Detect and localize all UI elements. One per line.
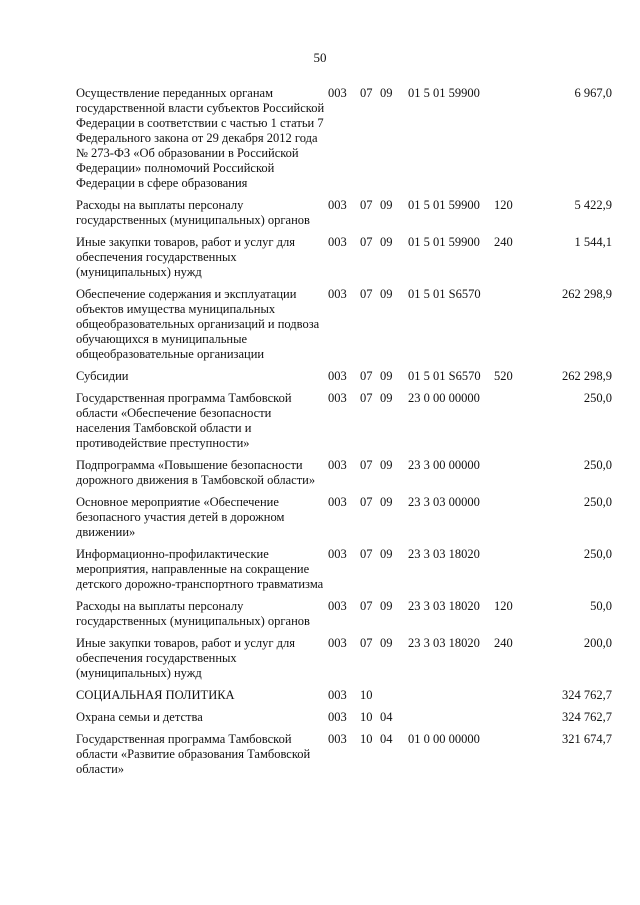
row-target-article: 23 3 03 18020 bbox=[408, 547, 480, 561]
row-subsection-code: 09 bbox=[380, 198, 393, 212]
row-ved-code: 003 bbox=[328, 636, 347, 650]
row-section-code: 10 bbox=[360, 732, 373, 746]
row-expense-type: 120 bbox=[494, 198, 513, 212]
row-section-code: 07 bbox=[360, 235, 373, 249]
row-subsection-code: 09 bbox=[380, 547, 393, 561]
row-expense-type: 120 bbox=[494, 599, 513, 613]
row-name: Осуществление переданных органам государственной власти субъектов Российской Федерации в соответствии с частью 1 статьи 7 Федерального закона от 29 декабря 2012 года № 273-ФЗ «Об образовании в Российской Федерации» полномочий Российской Федерации в сфере образования bbox=[76, 86, 325, 190]
row-target-article bbox=[408, 710, 494, 732]
table-row bbox=[76, 369, 612, 391]
row-ved-code: 003 bbox=[328, 495, 347, 509]
row-section-code: 10 bbox=[360, 688, 373, 702]
row-amount: 250,0 bbox=[583, 495, 612, 509]
row-subsection-code: 09 bbox=[380, 86, 393, 100]
row-name: Информационно-профилактические мероприятия, направленные на сокращение детского дорожно-транспортного травматизма bbox=[76, 547, 324, 591]
row-name: Государственная программа Тамбовской области «Развитие образования Тамбовской области» bbox=[76, 732, 311, 776]
row-name: Иные закупки товаров, работ и услуг для обеспечения государственных (муниципальных) нужд bbox=[76, 235, 296, 279]
row-ved-code: 003 bbox=[328, 235, 347, 249]
row-target-article: 01 5 01 59900 bbox=[408, 86, 480, 100]
row-section-code: 07 bbox=[360, 391, 373, 405]
row-amount: 324 762,7 bbox=[562, 710, 612, 724]
table-row bbox=[76, 458, 612, 495]
row-expense-type bbox=[494, 287, 528, 369]
row-name: Субсидии bbox=[76, 369, 129, 383]
row-ved-code: 003 bbox=[328, 732, 347, 746]
row-target-article: 23 3 03 18020 bbox=[408, 636, 480, 650]
row-name: Государственная программа Тамбовской области «Обеспечение безопасности населения Тамбовской области и противодействие преступности» bbox=[76, 391, 292, 450]
row-expense-type: 520 bbox=[494, 369, 513, 383]
row-name: СОЦИАЛЬНАЯ ПОЛИТИКА bbox=[76, 688, 235, 702]
row-expense-type bbox=[494, 732, 528, 784]
row-ved-code: 003 bbox=[328, 86, 347, 100]
budget-table bbox=[76, 86, 612, 784]
budget-table-body bbox=[76, 86, 612, 784]
row-expense-type: 240 bbox=[494, 636, 513, 650]
row-name: Расходы на выплаты персоналу государственных (муниципальных) органов bbox=[76, 599, 310, 628]
row-subsection-code: 09 bbox=[380, 391, 393, 405]
row-ved-code: 003 bbox=[328, 391, 347, 405]
row-ved-code: 003 bbox=[328, 599, 347, 613]
row-expense-type: 240 bbox=[494, 235, 513, 249]
row-amount: 200,0 bbox=[583, 636, 612, 650]
row-name: Иные закупки товаров, работ и услуг для обеспечения государственных (муниципальных) нужд bbox=[76, 636, 296, 680]
row-section-code: 07 bbox=[360, 287, 373, 301]
table-row bbox=[76, 235, 612, 287]
row-expense-type bbox=[494, 495, 528, 547]
row-amount: 250,0 bbox=[583, 458, 612, 472]
row-name: Основное мероприятие «Обеспечение безопасного участия детей в дорожном движении» bbox=[76, 495, 285, 539]
row-section-code: 07 bbox=[360, 369, 373, 383]
row-target-article: 01 5 01 59900 bbox=[408, 198, 480, 212]
table-row bbox=[76, 86, 612, 198]
table-row bbox=[76, 636, 612, 688]
table-row bbox=[76, 599, 612, 636]
row-expense-type bbox=[494, 688, 528, 710]
table-row bbox=[76, 710, 612, 732]
row-subsection-code: 09 bbox=[380, 495, 393, 509]
row-amount: 324 762,7 bbox=[562, 688, 612, 702]
row-name: Обеспечение содержания и эксплуатации объектов имущества муниципальных общеобразовательных организаций и подвоза обучающихся в муниципальные общеобразовательные организации bbox=[76, 287, 320, 361]
row-target-article: 01 5 01 S6570 bbox=[408, 287, 481, 301]
row-section-code: 07 bbox=[360, 86, 373, 100]
row-subsection-code: 09 bbox=[380, 636, 393, 650]
row-ved-code: 003 bbox=[328, 287, 347, 301]
row-ved-code: 003 bbox=[328, 369, 347, 383]
row-expense-type bbox=[494, 458, 528, 495]
row-amount: 1 544,1 bbox=[574, 235, 612, 249]
row-target-article: 23 3 00 00000 bbox=[408, 458, 480, 472]
row-target-article: 01 5 01 S6570 bbox=[408, 369, 481, 383]
row-subsection-code: 04 bbox=[380, 732, 393, 746]
row-ved-code: 003 bbox=[328, 458, 347, 472]
row-expense-type bbox=[494, 547, 528, 599]
row-subsection-code: 09 bbox=[380, 235, 393, 249]
row-amount: 6 967,0 bbox=[574, 86, 612, 100]
row-subsection-code bbox=[380, 688, 408, 710]
row-expense-type bbox=[494, 86, 528, 198]
row-subsection-code: 09 bbox=[380, 369, 393, 383]
table-row bbox=[76, 198, 612, 235]
row-section-code: 07 bbox=[360, 198, 373, 212]
row-amount: 262 298,9 bbox=[562, 369, 612, 383]
row-section-code: 07 bbox=[360, 458, 373, 472]
row-expense-type bbox=[494, 391, 528, 458]
row-name: Расходы на выплаты персоналу государственных (муниципальных) органов bbox=[76, 198, 310, 227]
row-section-code: 07 bbox=[360, 636, 373, 650]
row-name: Охрана семьи и детства bbox=[76, 710, 203, 724]
row-name: Подпрограмма «Повышение безопасности дорожного движения в Тамбовской области» bbox=[76, 458, 316, 487]
row-subsection-code: 09 bbox=[380, 287, 393, 301]
row-section-code: 07 bbox=[360, 599, 373, 613]
row-amount: 321 674,7 bbox=[562, 732, 612, 746]
row-section-code: 07 bbox=[360, 495, 373, 509]
table-row bbox=[76, 287, 612, 369]
row-subsection-code: 09 bbox=[380, 599, 393, 613]
row-target-article: 23 0 00 00000 bbox=[408, 391, 480, 405]
row-amount: 250,0 bbox=[583, 547, 612, 561]
row-ved-code: 003 bbox=[328, 547, 347, 561]
table-row bbox=[76, 547, 612, 599]
row-subsection-code: 04 bbox=[380, 710, 393, 724]
row-amount: 5 422,9 bbox=[574, 198, 612, 212]
page-number: 50 bbox=[313, 50, 327, 65]
row-ved-code: 003 bbox=[328, 688, 347, 702]
row-section-code: 07 bbox=[360, 547, 373, 561]
table-row bbox=[76, 688, 612, 710]
table-row bbox=[76, 495, 612, 547]
row-target-article: 23 3 03 00000 bbox=[408, 495, 480, 509]
row-target-article bbox=[408, 688, 494, 710]
row-target-article: 01 5 01 59900 bbox=[408, 235, 480, 249]
table-row bbox=[76, 391, 612, 458]
row-amount: 250,0 bbox=[583, 391, 612, 405]
row-subsection-code: 09 bbox=[380, 458, 393, 472]
row-section-code: 10 bbox=[360, 710, 373, 724]
row-amount: 262 298,9 bbox=[562, 287, 612, 301]
row-amount: 50,0 bbox=[590, 599, 612, 613]
row-target-article: 23 3 03 18020 bbox=[408, 599, 480, 613]
row-ved-code: 003 bbox=[328, 198, 347, 212]
row-ved-code: 003 bbox=[328, 710, 347, 724]
row-target-article: 01 0 00 00000 bbox=[408, 732, 480, 746]
row-expense-type bbox=[494, 710, 528, 732]
table-row bbox=[76, 732, 612, 784]
